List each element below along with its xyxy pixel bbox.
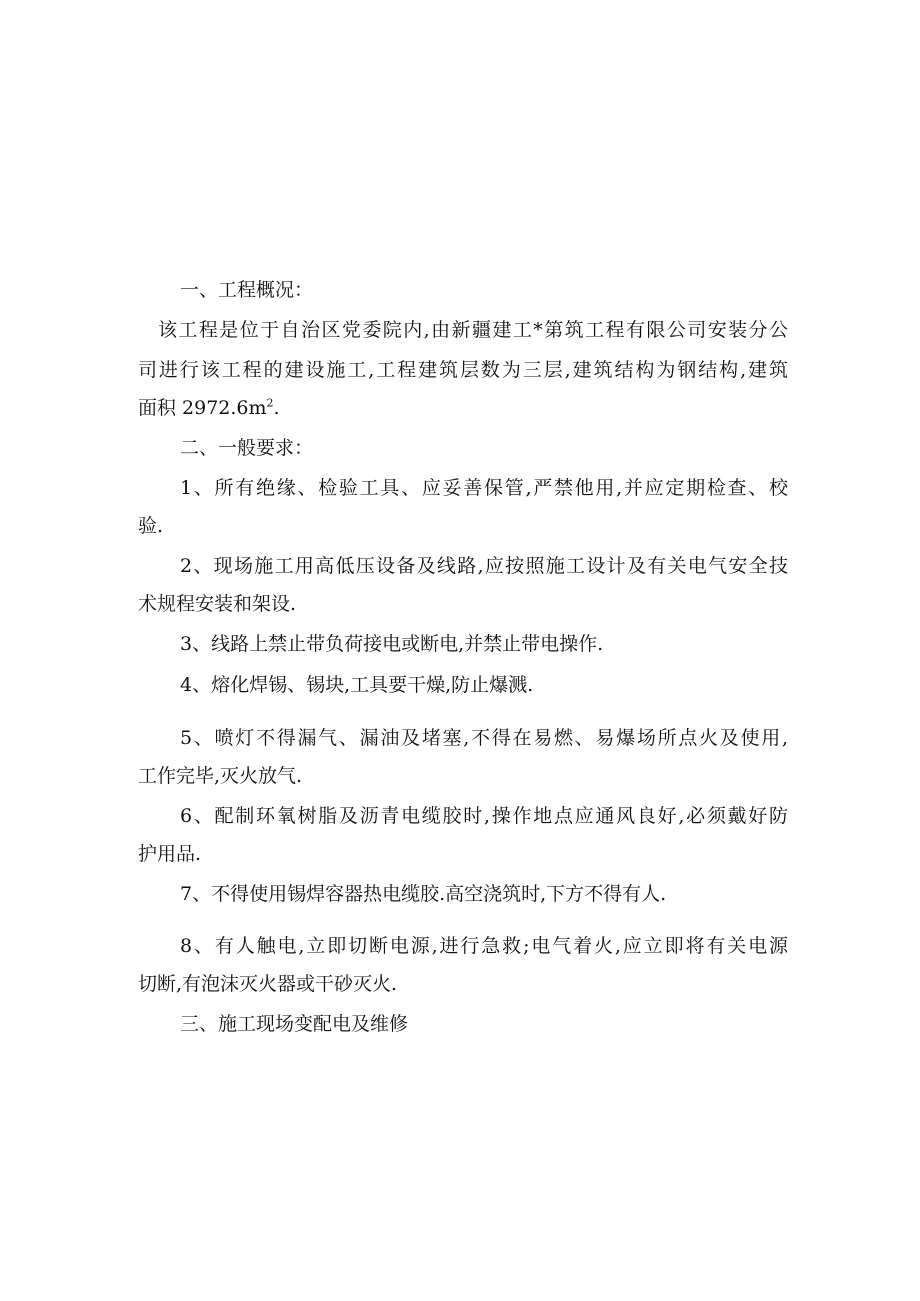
overview-area-text: 面积 2972.6m: [138, 397, 267, 419]
requirement-item-1-line-1: 1、所有绝缘、检验工具、应妥善保管,严禁他用,并应定期检查、校: [180, 477, 788, 499]
overview-area-period: .: [273, 397, 280, 419]
section-heading-site-substation: 三、施工现场变配电及维修: [180, 1013, 409, 1035]
overview-paragraph-line-1: 该工程是位于自治区党委院内,由新疆建工*第筑工程有限公司安装分公: [158, 319, 788, 341]
requirement-item-1-line-2: 验.: [138, 515, 164, 537]
requirement-item-8-line-2: 切断,有泡沫灭火器或干砂灭火.: [138, 973, 398, 995]
overview-area-superscript: 2: [266, 396, 274, 410]
requirement-item-5-line-2: 工作完毕,灭火放气.: [138, 765, 303, 787]
requirement-item-5-line-1: 5、喷灯不得漏气、漏油及堵塞,不得在易燃、易爆场所点火及使用,: [180, 727, 788, 749]
requirement-item-4: 4、熔化焊锡、锡块,工具要干燥,防止爆溅.: [180, 674, 534, 696]
section-heading-overview: 一、工程概况：: [180, 279, 314, 301]
requirement-item-6-line-1: 6、配制环氧树脂及沥青电缆胶时,操作地点应通风良好,必须戴好防: [180, 805, 788, 827]
requirement-item-7: 7、不得使用锡焊容器热电缆胶.高空浇筑时,下方不得有人.: [180, 883, 667, 905]
requirement-item-2-line-1: 2、现场施工用高低压设备及线路,应按照施工设计及有关电气安全技: [180, 555, 788, 577]
overview-paragraph-line-2: 司进行该工程的建设施工,工程建筑层数为三层,建筑结构为钢结构,建筑: [138, 359, 788, 381]
requirement-item-6-line-2: 护用品.: [138, 843, 202, 865]
requirement-item-3: 3、线路上禁止带负荷接电或断电,并禁止带电操作.: [180, 633, 604, 655]
requirement-item-2-line-2: 术规程安装和架设.: [138, 593, 297, 615]
requirement-item-8-line-1: 8、有人触电,立即切断电源,进行急救;电气着火,应立即将有关电源: [180, 935, 788, 957]
section-heading-general-requirements: 二、一般要求：: [180, 437, 314, 459]
overview-paragraph-line-3: [138, 396, 280, 420]
